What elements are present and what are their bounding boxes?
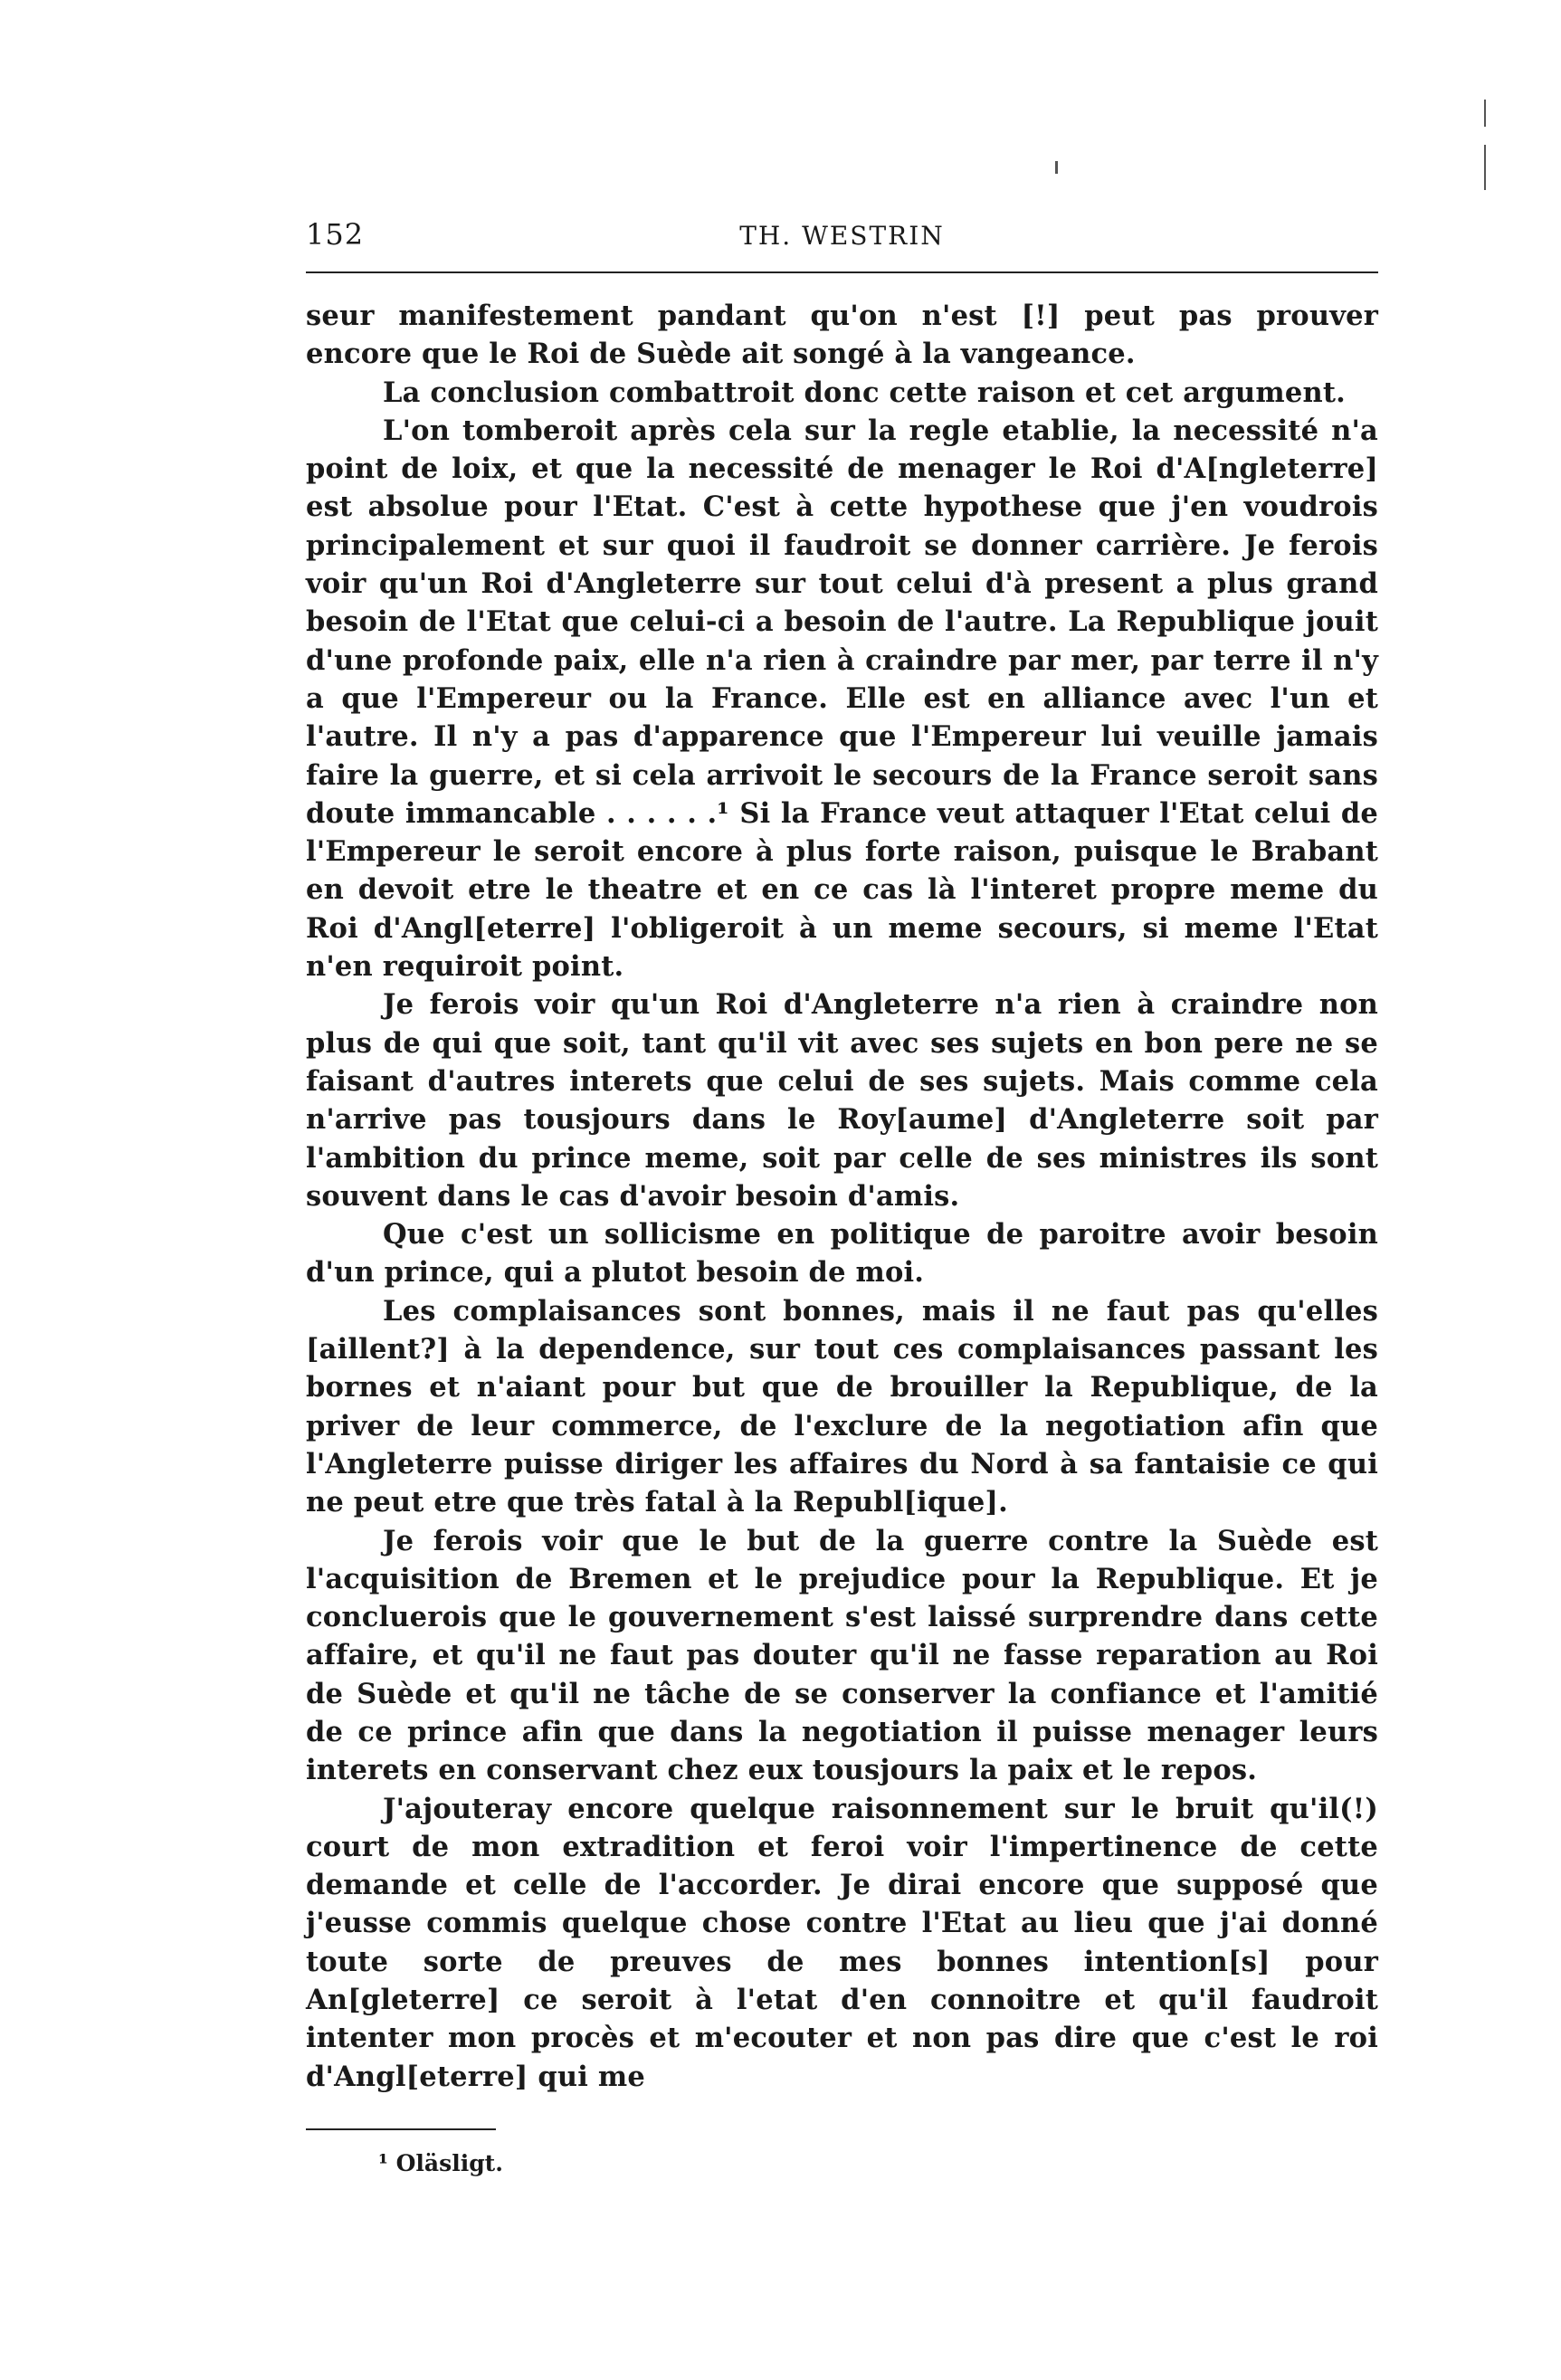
scan-speck [1055,161,1058,174]
footnote-rule [306,2128,496,2130]
paragraph: Que c'est un sollicisme en politique de paroitre avoir besoin d'un prince, qui a plutot besoin de moi. [306,1218,1378,1290]
scan-speck [1484,145,1486,190]
book-page [306,217,1378,2179]
page-number: 152 [306,217,365,252]
paragraph: L'on tomberoit après cela sur la regle etablie, la necessité n'a point de loix, et que la necessité de menager le Roi d'A[ngleterre] est absolue pour l'Etat. C'est à cette hypothese que j'en voudrois principalement et sur quoi il faudroit se donner carrière. Je ferois voir qu'un Roi d'Angleterre sur tout celui d'à present a plus grand besoin de l'Etat que celui-ci a besoin de l'autre. La Republique jouit d'une profonde paix, elle n'a rien à craindre par mer, par terre il n'y a que l'Empereur ou la France. Elle est en alliance avec l'un et l'autre. Il n'y a pas d'apparence que l'Empereur lui veuille jamais faire la guerre, et si cela arrivoit le secours de la France seroit sans doute immancable . . . . . .¹ Si la France veut attaquer l'Etat celui de l'Empereur le seroit encore à plus forte raison, puisque le Brabant en devoit etre le theatre et en ce cas là l'interet propre meme du Roi d'Angl[eterre] l'obligeroit à un meme secours, si meme l'Etat n'en requiroit point. [306,414,1378,984]
running-header [306,217,1378,264]
paragraph: seur manifestement pandant qu'on n'est [!] peut pas prouver encore que le Roi de Suède ait songé à la vangeance. [306,300,1378,371]
scan-speck [1484,100,1486,127]
paragraph: Je ferois voir que le but de la guerre contre la Suède est l'acquisition de Bremen et le prejudice pour la Republique. Et je concluerois que le gouvernement s'est laissé surprendre dans cette affaire, et qu'il ne faut pas douter qu'il ne fasse reparation au Roi de Suède et qu'il ne tâche de se conserver la confiance et l'amitié de ce prince afin que dans la negotiation il puisse menager leurs interets en conservant chez eux tousjours la paix et le repos. [306,1524,1378,1787]
paragraph: Je ferois voir qu'un Roi d'Angleterre n'a rien à craindre non plus de qui que soit, tant qu'il vit avec ses sujets en bon pere ne se faisant d'autres interets que celui de ses sujets. Mais comme cela n'arrive pas tousjours dans le Roy[aume] d'Angleterre soit par l'ambition du prince meme, soit par celle de ses ministres ils sont souvent dans le cas d'avoir besoin d'amis. [306,988,1378,1213]
paragraph: Les complaisances sont bonnes, mais il ne faut pas qu'elles [aillent?] à la dependence, sur tout ces complaisances passant les bornes et n'aiant pour but que de brouiller la Republique, de la priver de leur commerce, de l'exclure de la negotiation afin que l'Angleterre puisse diriger les affaires du Nord à sa fantaisie ce qui ne peut etre que très fatal à la Republ[ique]. [306,1294,1378,1519]
page-body [306,297,1378,2096]
header-rule [306,271,1378,273]
running-title: TH. WESTRIN [739,221,945,251]
paragraph: La conclusion combattroit donc cette raison et cet argument. [383,376,1346,409]
footnote: ¹ Oläsligt. [378,2149,503,2176]
paragraph: J'ajouteray encore quelque raisonnement sur le bruit qu'il(!) court de mon extradition et feroi voir l'impertinence de cette demande et celle de l'accorder. Je dirai encore que supposé que j'eusse commis quelque chose contre l'Etat au lieu que j'ai donné toute sorte de preuves de mes bonnes intention[s] pour An[gleterre] ce seroit à l'etat d'en connoitre et qu'il faudroit intenter mon procès et m'ecouter et non pas dire que c'est le roi d'Angl[eterre] qui me [306,1792,1378,2093]
